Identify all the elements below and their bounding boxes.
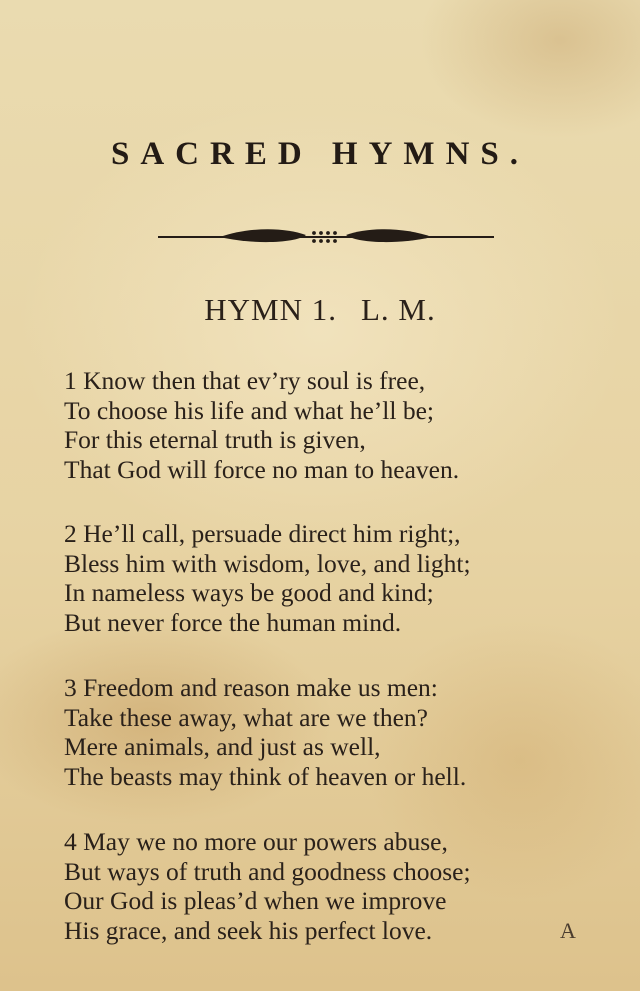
verse-line: Our God is pleas’d when we improve — [64, 886, 447, 915]
hymn-title — [0, 292, 640, 328]
hymn-meter: L. M. — [360, 292, 436, 327]
verse-line: Mere animals, and just as well, — [64, 732, 381, 761]
verse-line: But never force the human mind. — [64, 607, 402, 637]
verse-line: Bless him with wisdom, love, and light; — [64, 548, 471, 578]
verse-line: 4 May we no more our powers abuse, — [64, 827, 448, 856]
running-header: SACRED HYMNS. — [110, 136, 530, 172]
verse-line: That God will force no man to heaven. — [64, 454, 460, 484]
verse-line: But ways of truth and goodness choose; — [64, 856, 471, 886]
signature-mark: A — [560, 918, 576, 943]
verse-line: 3 Freedom and reason make us men: — [64, 673, 438, 702]
verse-3 — [64, 673, 624, 791]
verse-2 — [64, 519, 624, 637]
verse-4 — [64, 827, 624, 945]
verse-1 — [64, 366, 624, 484]
verse-line: For this eternal truth is given, — [64, 425, 366, 454]
verse-line: 2 He’ll call, persuade direct him right;, — [64, 519, 461, 548]
verse-line: To choose his life and what he’ll be; — [64, 395, 434, 425]
verse-line: The beasts may think of heaven or hell. — [64, 761, 467, 791]
verse-line: His grace, and seek his perfect love. — [64, 915, 433, 945]
ornament-rule-icon — [158, 224, 494, 250]
verse-line: 1 Know then that ev’ry soul is free, — [64, 366, 426, 395]
verse-line: In nameless ways be good and kind; — [64, 578, 434, 607]
verse-line: Take these away, what are we then? — [64, 702, 428, 732]
hymn-number: HYMN 1. — [204, 292, 337, 327]
